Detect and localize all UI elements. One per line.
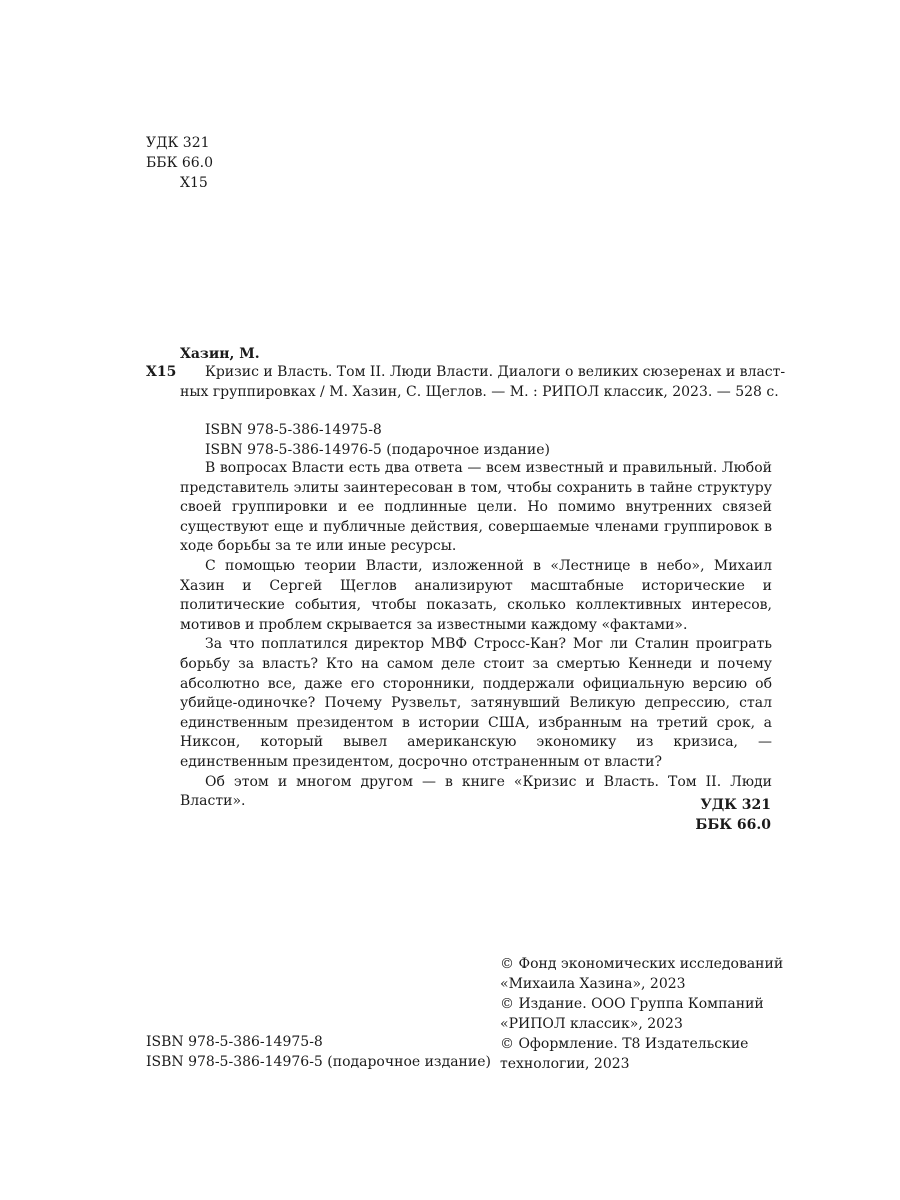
annotation: [180, 459, 772, 812]
description-line: Кризис и Власть. Том II. Люди Власти. Диалоги о великих сюзеренах и власт-: [205, 364, 786, 380]
copyright-line: © Фонд экономических исследований: [500, 956, 784, 972]
bbk-code: ББК 66.0: [146, 155, 214, 171]
annotation-paragraph: С помощью теории Власти, изложенной в «Лестнице в небо», Михаил Хазин и Сергей Щеглов анализируют масштабные исторические и политические события, чтобы показать, сколько коллективных интересов, мотивов и проблем скрывается за известными каждому «фактами».: [180, 557, 772, 633]
udk-code: УДК 321: [700, 797, 771, 813]
isbn-line: ISBN 978-5-386-14976-5 (подарочное издание): [146, 1054, 491, 1070]
bbk-code: ББК 66.0: [695, 817, 771, 833]
isbn-block: [205, 420, 550, 460]
isbn-bottom: [146, 1032, 491, 1072]
udk-code: УДК 321: [146, 135, 210, 151]
copyright-line: © Издание. ООО Группа Компаний: [500, 996, 764, 1012]
isbn-line: ISBN 978-5-386-14976-5 (подарочное издание): [205, 442, 550, 458]
annotation-paragraph: Об этом и многом другом — в книге «Кризис и Власть. Том II. Люди Власти».: [180, 773, 772, 810]
copyright-line: «Михаила Хазина», 2023: [500, 976, 686, 992]
annotation-paragraph: За что поплатился директор МВФ Стросс-Кан? Мог ли Сталин проиграть борьбу за власть? Кто на самом деле стоит за смертью Кеннеди и почему абсолютно все, даже его сторонники, поддержали официальную версию об убийце-одиночке? Почему Рузвельт, затянувший Великую депрессию, стал единственным президентом в истории США, избранным на третий срок, а Никсон, который вывел американскую экономику из кризиса, — единственным президентом, досрочно отстраненным от власти?: [180, 636, 772, 770]
classification-top: [146, 133, 213, 193]
classification-right: [695, 795, 771, 835]
record-sign: Х15: [146, 364, 177, 380]
copyright-line: «РИПОЛ классик», 2023: [500, 1016, 683, 1032]
copyright-block: [500, 954, 784, 1074]
bibliographic-description: [180, 362, 786, 402]
description-line: ных группировках / М. Хазин, С. Щеглов. — М. : РИПОЛ классик, 2023. — 528 с.: [180, 384, 779, 400]
isbn-line: ISBN 978-5-386-14975-8: [205, 422, 382, 438]
annotation-paragraph: В вопросах Власти есть два ответа — всем известный и правильный. Любой представитель элиты заинтересован в том, чтобы сохранить в тайне структуру своей группировки и ее подлинные цели. Но помимо внутренних связей существуют еще и публичные действия, совершаемые членами группировок в ходе борьбы за те или иные ресурсы.: [180, 460, 772, 555]
copyright-line: технологии, 2023: [500, 1056, 630, 1072]
copyright-line: © Оформление. Т8 Издательские: [500, 1036, 749, 1052]
author-heading: Хазин, М.: [180, 346, 260, 362]
author-sign: Х15: [180, 175, 208, 191]
isbn-line: ISBN 978-5-386-14975-8: [146, 1034, 323, 1050]
